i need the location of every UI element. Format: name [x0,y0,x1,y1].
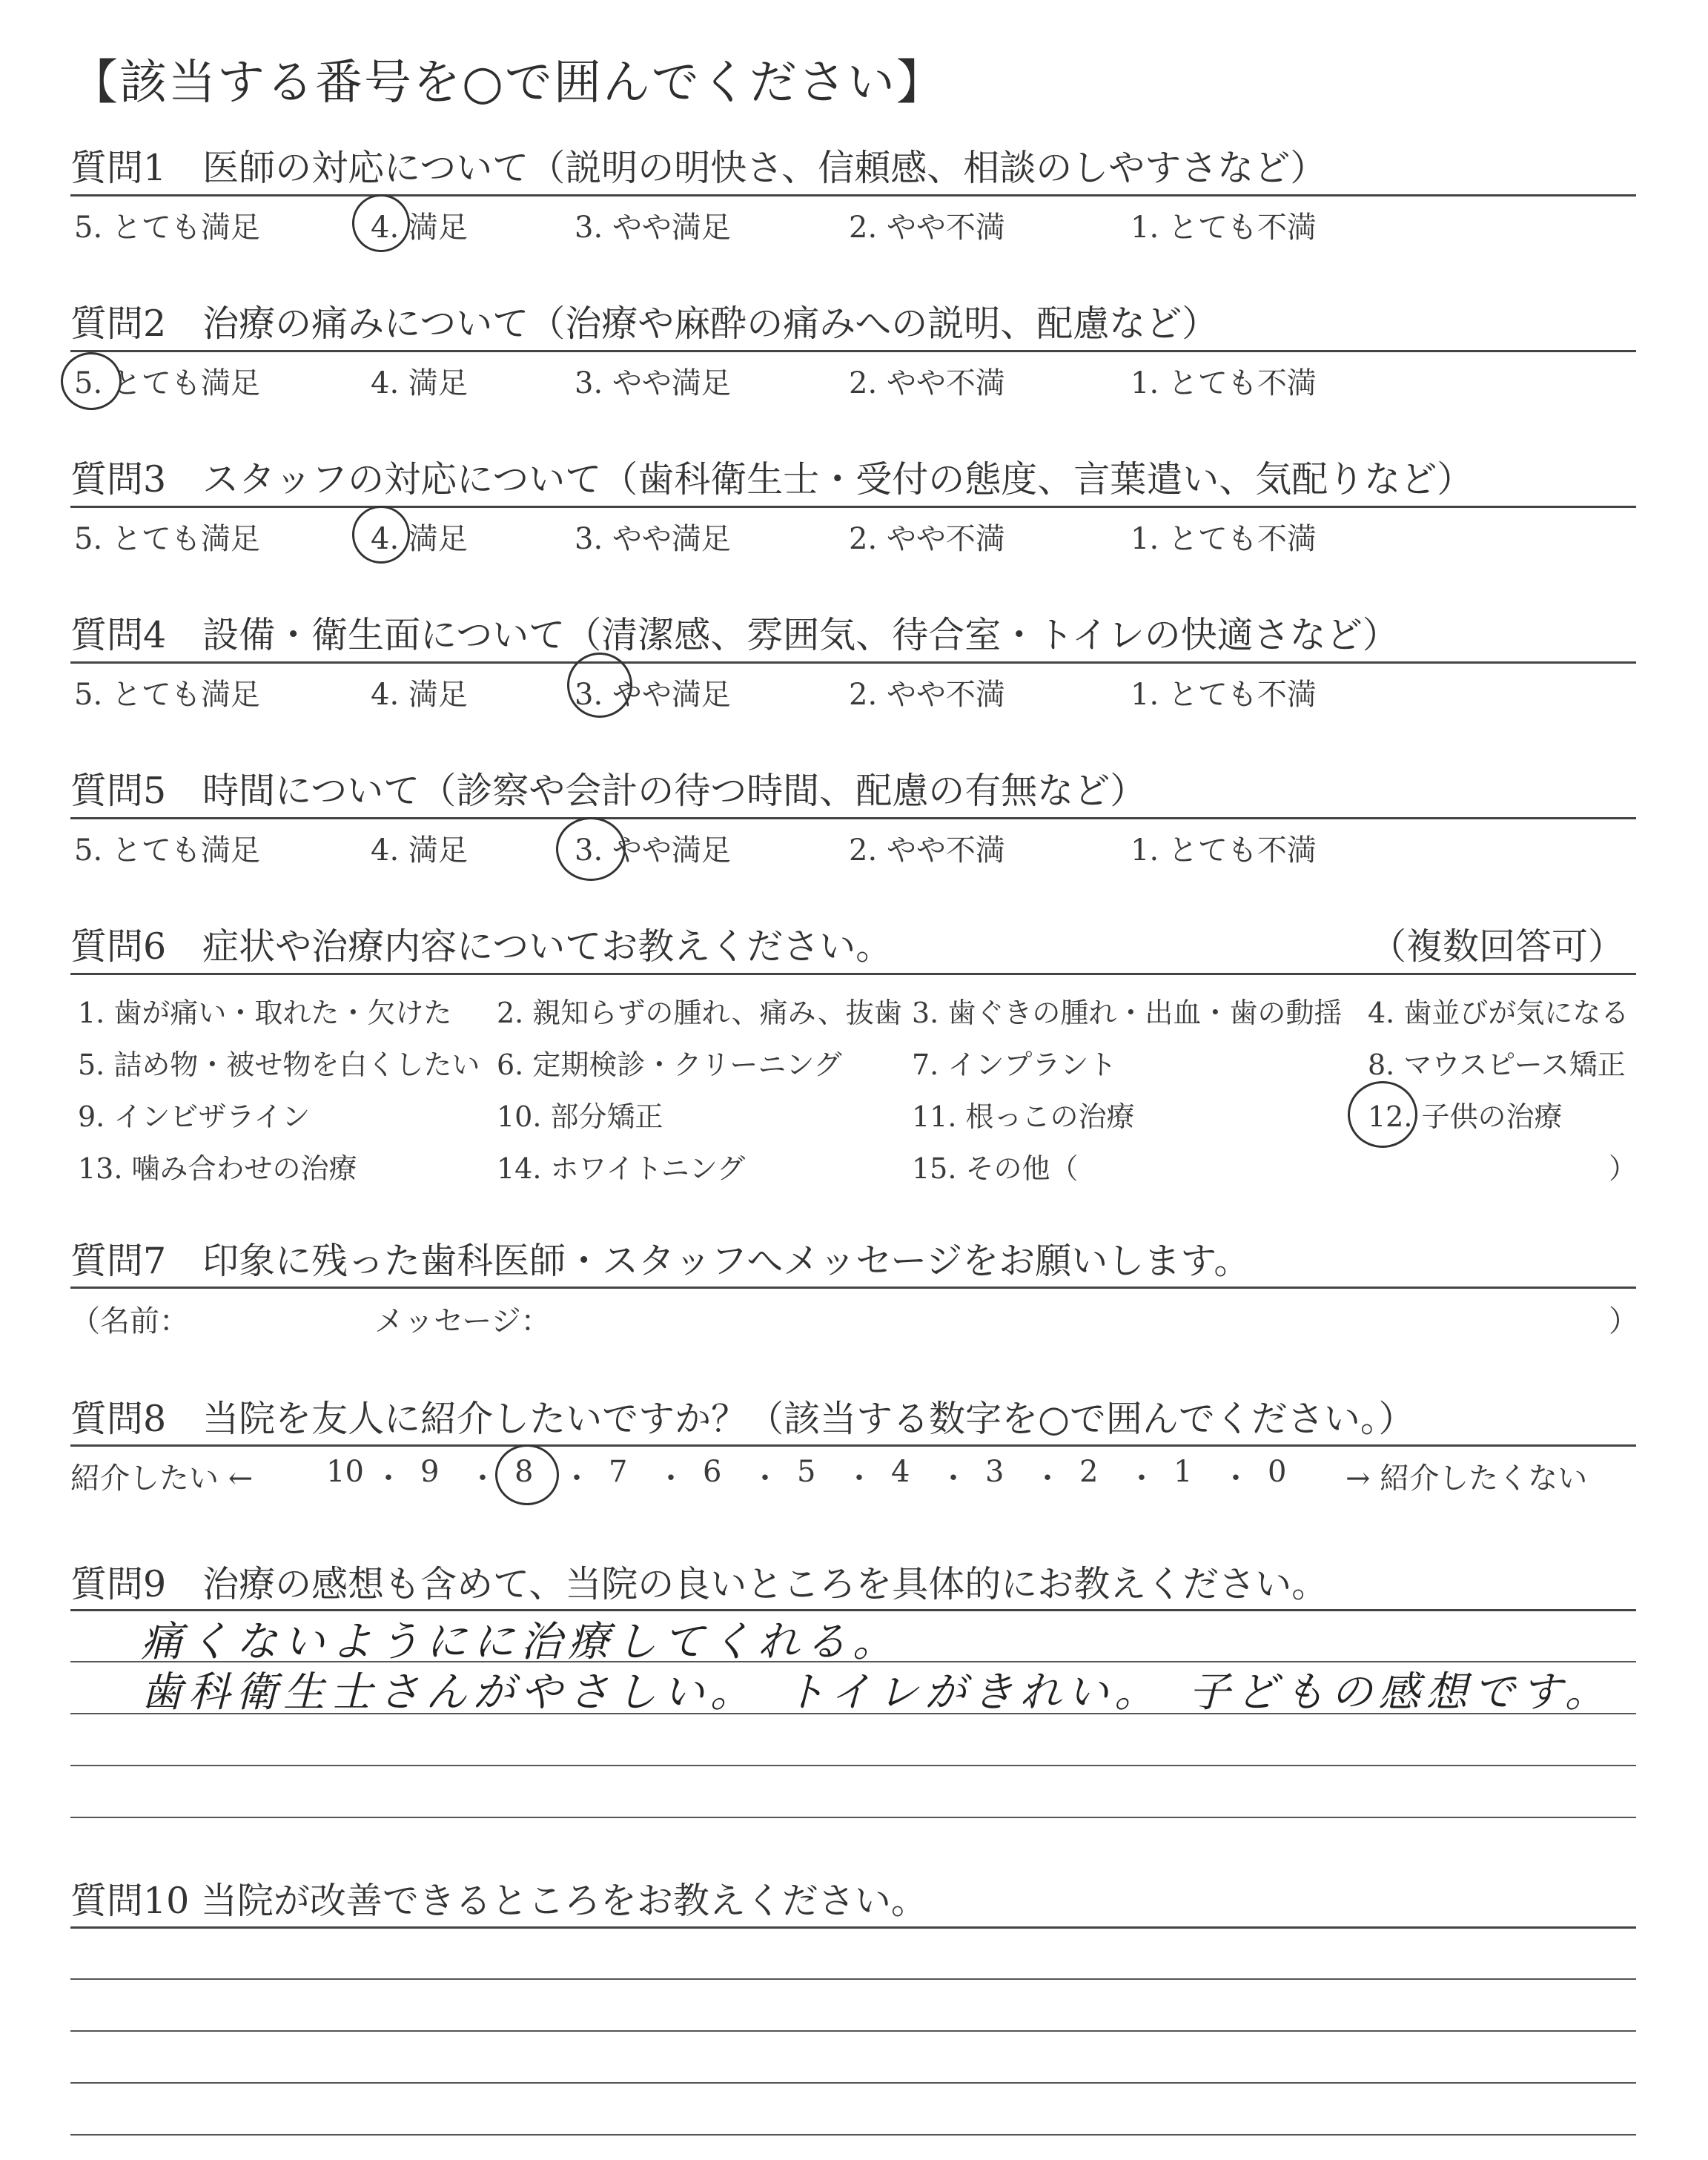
q8-scale-5[interactable]: 5 [797,1455,816,1489]
q8-scale-separator: ・ [374,1462,403,1496]
q10-writing-line-4 [70,2134,1636,2136]
q4-option-1[interactable]: 1. とても不満 [1131,678,1317,712]
q8-scale-separator: ・ [939,1462,968,1496]
q8-selection-circle [495,1444,559,1505]
q6-item-14[interactable]: 14. ホワイトニング [497,1152,746,1185]
q6-item-2[interactable]: 2. 親知らずの腫れ、痛み、抜歯 [497,997,902,1029]
question-6-title: 質問6 症状や治療内容についてお教えください。 [70,925,893,968]
q8-scale-2[interactable]: 2 [1079,1455,1099,1489]
q6-item-1[interactable]: 1. 歯が痛い・取れた・欠けた [78,997,452,1029]
q6-item-4[interactable]: 4. 歯並びが気になる [1368,997,1629,1029]
q6-item-15[interactable]: 15. その他（ [912,1152,1079,1185]
q1-option-2[interactable]: 2. やや不満 [849,211,1005,245]
q2-option-2[interactable]: 2. やや不満 [849,366,1005,400]
q5-option-5[interactable]: 5. とても満足 [74,833,260,868]
q4-option-2[interactable]: 2. やや不満 [849,678,1005,712]
q8-scale-8[interactable]: 8 [514,1455,534,1489]
question-6-note: （複数回答可） [1370,925,1625,968]
question-7-rule [70,1287,1636,1289]
q9-writing-line-3 [70,1765,1636,1766]
q1-option-3[interactable]: 3. やや満足 [575,211,731,245]
q4-selection-circle [567,653,632,718]
q6-item-12[interactable]: 12. 子供の治療 [1368,1100,1563,1133]
q7-name-label: （名前： [70,1304,189,1338]
q2-option-5[interactable]: 5. とても満足 [74,366,260,400]
q8-scale-7[interactable]: 7 [609,1455,628,1489]
question-8-rule [70,1444,1636,1447]
q6-item-5[interactable]: 5. 詰め物・被せ物を白くしたい [78,1048,480,1081]
q4-option-4[interactable]: 4. 満足 [371,678,468,712]
q1-selection-circle [352,194,410,252]
q8-scale-separator: ・ [1221,1462,1251,1496]
q6-item-8[interactable]: 8. マウスピース矯正 [1368,1048,1626,1081]
q8-scale-3[interactable]: 3 [985,1455,1004,1489]
q3-selection-circle [352,506,410,564]
q3-option-3[interactable]: 3. やや満足 [575,522,731,556]
q8-scale-separator: ・ [562,1462,592,1496]
q10-writing-line-1 [70,1978,1636,1980]
question-4-title: 質問4 設備・衛生面について（清潔感、雰囲気、待合室・トイレの快適さなど） [70,614,1399,656]
q8-scale-separator: ・ [750,1462,780,1496]
question-4-rule [70,661,1636,664]
q3-option-4[interactable]: 4. 満足 [371,522,468,556]
question-5-title: 質問5 時間について（診察や会計の待つ時間、配慮の有無など） [70,770,1147,812]
question-2-rule [70,350,1636,352]
q3-option-1[interactable]: 1. とても不満 [1131,522,1317,556]
q8-scale-separator: ・ [656,1462,686,1496]
q6-selection-circle [1348,1081,1417,1148]
q8-scale-9[interactable]: 9 [420,1455,440,1489]
q8-scale-4[interactable]: 4 [891,1455,910,1489]
q7-close-paren: ） [1609,1304,1638,1338]
q2-selection-circle [61,352,122,410]
q6-item-11[interactable]: 11. 根っこの治療 [912,1100,1135,1133]
question-2-title: 質問2 治療の痛みについて（治療や麻酔の痛みへの説明、配慮など） [70,303,1219,345]
question-9-title: 質問9 治療の感想も含めて、当院の良いところを具体的にお教えください。 [70,1563,1328,1605]
q1-option-5[interactable]: 5. とても満足 [74,211,260,245]
q8-scale-separator: ・ [1033,1462,1062,1496]
q6-item-7[interactable]: 7. インプラント [912,1048,1117,1081]
q8-right-label: → 紹介したくない [1345,1462,1588,1496]
q5-option-1[interactable]: 1. とても不満 [1131,833,1317,868]
question-3-rule [70,506,1636,508]
q9-writing-line-4 [70,1817,1636,1818]
question-8-title: 質問8 当院を友人に紹介したいですか？（該当する数字を○で囲んでください。） [70,1398,1415,1440]
q9-answer-line-2[interactable]: 歯科衛生士さんがやさしい。 トイレがきれい。 子どもの感想です。 [141,1668,1612,1717]
q4-option-3[interactable]: 3. やや満足 [575,678,731,712]
q6-item-6[interactable]: 6. 定期検診・クリーニング [497,1048,842,1081]
q8-scale-1[interactable]: 1 [1174,1455,1193,1489]
q6-item-13[interactable]: 13. 噛み合わせの治療 [78,1152,357,1185]
question-7-title: 質問7 印象に残った歯科医師・スタッフへメッセージをお願いします。 [70,1240,1251,1282]
q3-option-2[interactable]: 2. やや不満 [849,522,1005,556]
q8-scale-separator: ・ [844,1462,874,1496]
q5-option-2[interactable]: 2. やや不満 [849,833,1005,868]
q6-item-9[interactable]: 9. インビザライン [78,1100,311,1133]
q5-option-3[interactable]: 3. やや満足 [575,833,731,868]
q6-item-3[interactable]: 3. 歯ぐきの腫れ・出血・歯の動揺 [912,997,1343,1029]
q8-scale-10[interactable]: 10 [326,1455,364,1489]
q1-option-1[interactable]: 1. とても不満 [1131,211,1317,245]
q8-scale-separator: ・ [1127,1462,1156,1496]
question-6-rule [70,973,1636,975]
q6-other-close-paren: ） [1609,1152,1638,1185]
q1-option-4[interactable]: 4. 満足 [371,211,468,245]
q7-message-label: メッセージ： [374,1304,551,1338]
question-1-rule [70,194,1636,196]
q2-option-4[interactable]: 4. 満足 [371,366,468,400]
q10-writing-line-3 [70,2082,1636,2084]
form-header: 【該当する番号を○で囲んでください】 [70,56,945,110]
question-3-title: 質問3 スタッフの対応について（歯科衛生士・受付の態度、言葉遣い、気配りなど） [70,458,1474,501]
q3-option-5[interactable]: 5. とても満足 [74,522,260,556]
q2-option-1[interactable]: 1. とても不満 [1131,366,1317,400]
question-10-rule [70,1926,1636,1929]
question-5-rule [70,817,1636,819]
q5-option-4[interactable]: 4. 満足 [371,833,468,868]
question-10-title: 質問10 当院が改善できるところをお教えください。 [70,1880,927,1922]
q4-option-5[interactable]: 5. とても満足 [74,678,260,712]
q8-scale-0[interactable]: 0 [1268,1455,1287,1489]
q2-option-3[interactable]: 3. やや満足 [575,366,731,400]
q6-item-10[interactable]: 10. 部分矯正 [497,1100,663,1133]
q10-writing-line-2 [70,2030,1636,2032]
q8-scale-6[interactable]: 6 [703,1455,722,1489]
q9-answer-line-1[interactable]: 痛くないようにに治療してくれる。 [141,1618,900,1666]
q5-selection-circle [556,817,626,881]
q8-scale-separator: ・ [468,1462,497,1496]
question-1-title: 質問1 医師の対応について（説明の明快さ、信頼感、相談のしやすさなど） [70,147,1327,189]
q8-left-label: 紹介したい ← [70,1462,254,1496]
